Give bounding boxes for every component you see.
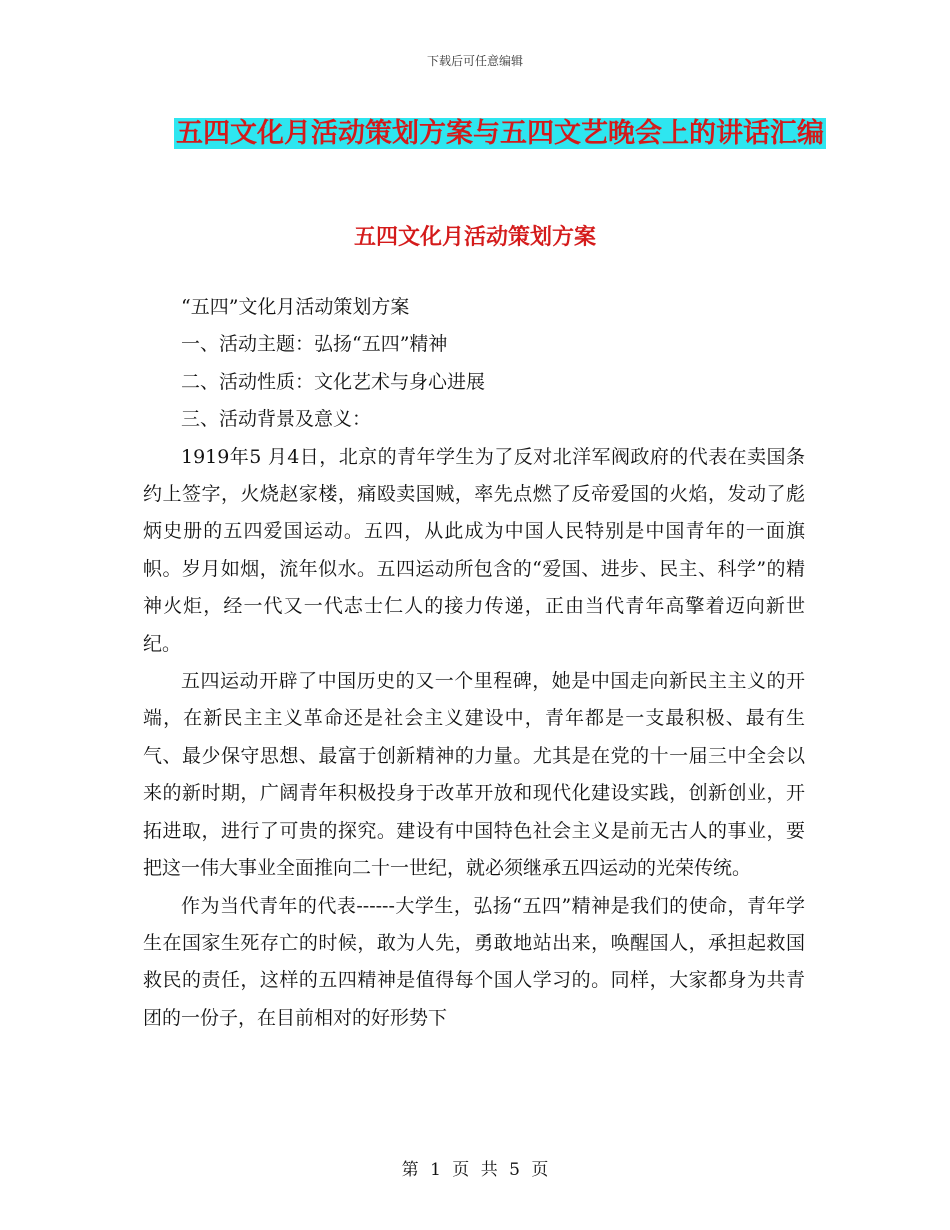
body-paragraph: 作为当代青年的代表------大学生，弘扬“五四”精神是我们的使命，青年学生在国家生死存亡的时候，敢为人先，勇敢地站出来，唤醒国人，承担起救国救民的责任，这样的五四精神是值得每个国人学习的。同样，大家都身为共青团的一份子，在目前相对的好形势下 [143,894,805,1029]
body-line: 三、活动背景及意义： [181,408,372,431]
page-number: 第 1 页 共 5 页 [401,1160,549,1180]
document-body [143,289,805,1037]
body-line: 二、活动性质：文化艺术与身心进展 [181,370,486,393]
body-paragraph: 1919年5 月4日，北京的青年学生为了反对北洋军阀政府的代表在卖国条约上签字，火烧赵家楼，痛殴卖国贼，率先点燃了反帝爱国的火焰，发动了彪炳史册的五四爱国运动。五四，从此成为中国人民特别是中国青年的一面旗帜。岁月如烟，流年似水。五四运动所包含的“爱国、进步、民主、科学”的精神火炬，经一代又一代志士仁人的接力传递，正由当代青年高擎着迈向新世纪。 [143,445,805,655]
section-title: 五四文化月活动策划方案 [353,225,596,250]
document-title-text: 五四文化月活动策划方案与五四文艺晚会上的讲话汇编 [176,118,824,149]
header-note: 下载后可任意编辑 [426,54,523,68]
body-line: 一、活动主题：弘扬“五四”精神 [181,333,448,356]
body-line: “五四”文化月活动策划方案 [181,296,410,318]
body-paragraph: 五四运动开辟了中国历史的又一个里程碑，她是中国走向新民主主义的开端，在新民主主义革命还是社会主义建设中，青年都是一支最积极、最有生气、最少保守思想、最富于创新精神的力量。尤其是在党的十一届三中全会以来的新时期，广阔青年积极投身于改革开放和现代化建设实践，创新创业，开拓进取，进行了可贵的探究。建设有中国特色社会主义是前无古人的事业，要把这一伟大事业全面推向二十一世纪，就必须继承五四运动的光荣传统。 [143,670,805,880]
document-title [150,112,850,156]
